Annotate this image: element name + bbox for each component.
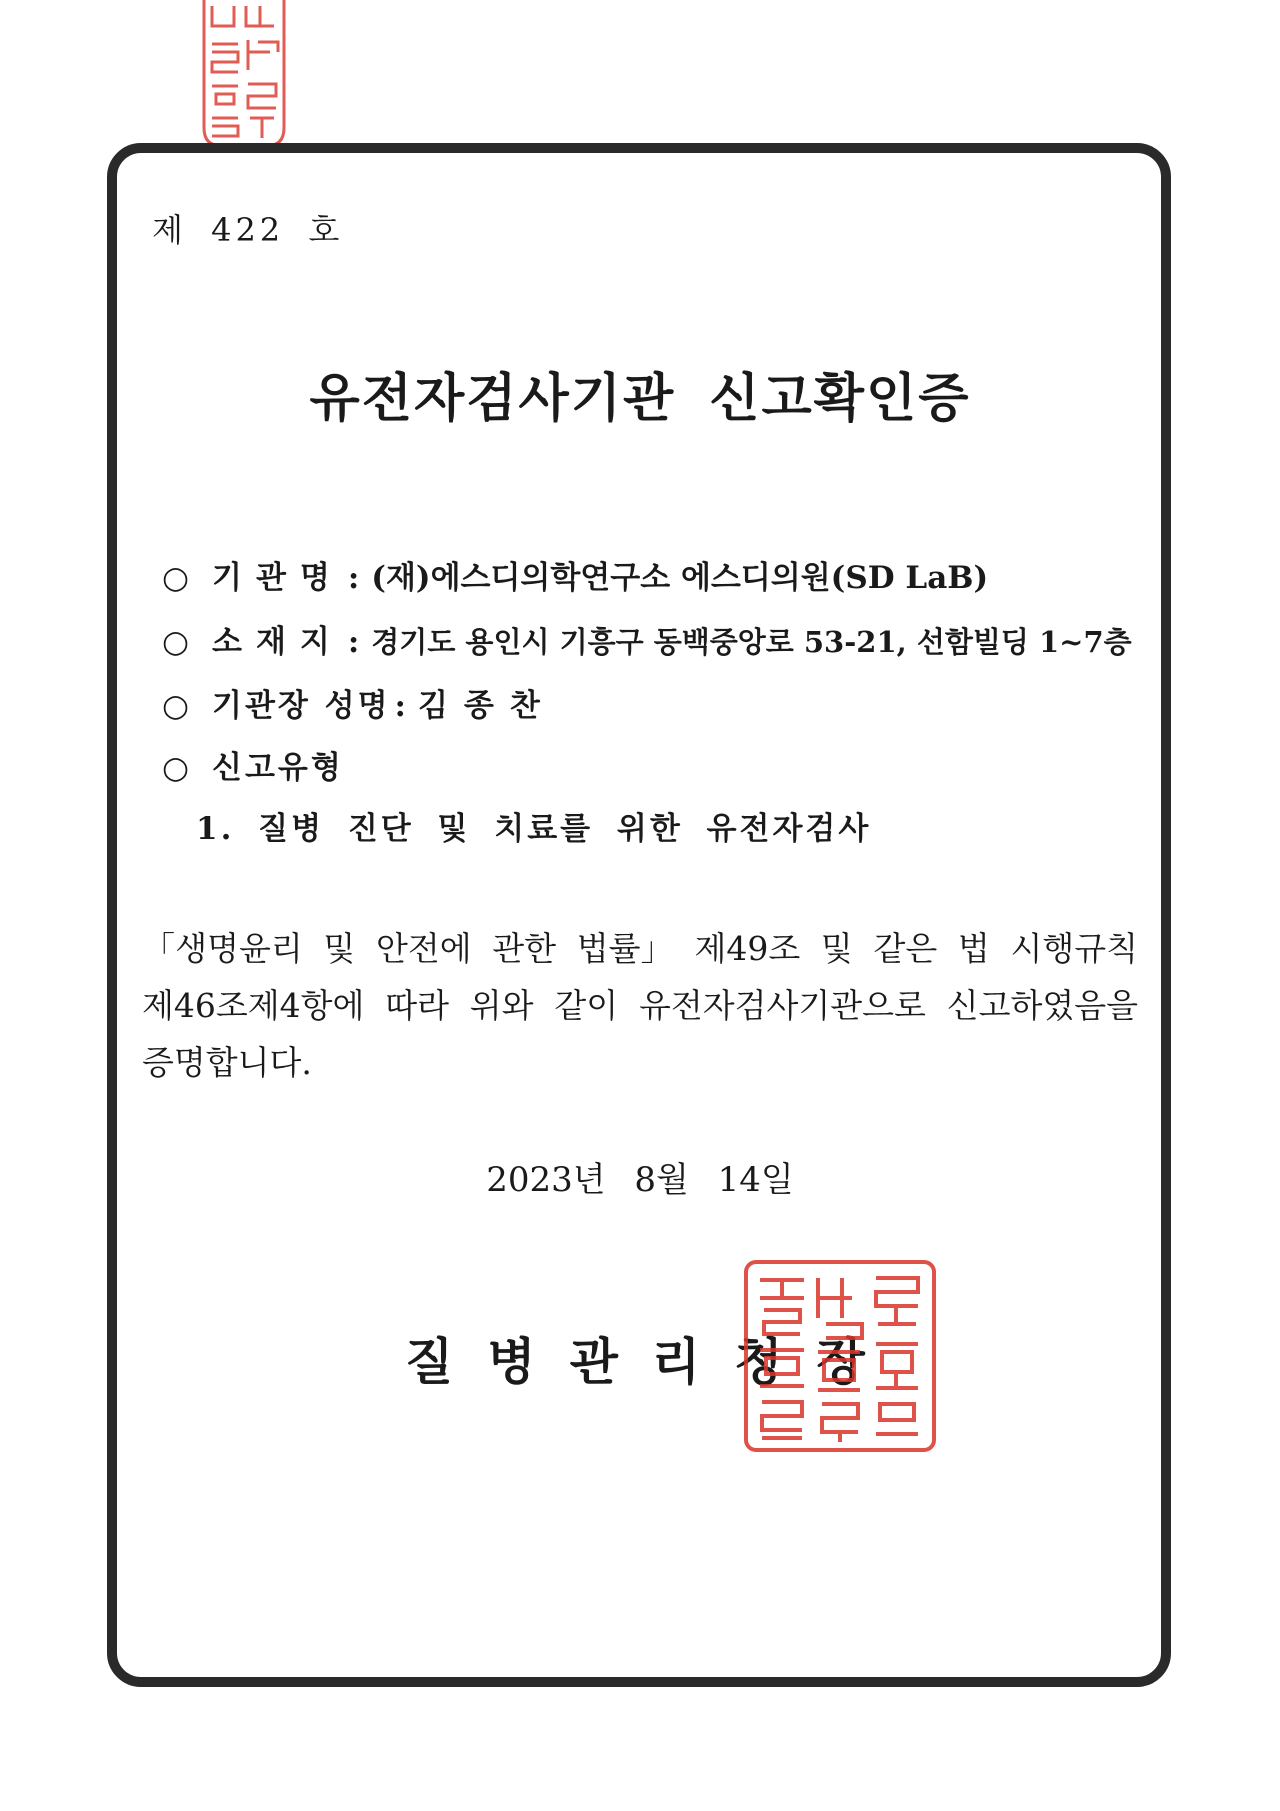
field-label: 기관명	[212, 560, 344, 596]
field-address	[162, 616, 1132, 661]
field-value: 경기도 용인시 기흥구 동백중앙로 53-21, 선함빌딩 1~7층	[371, 625, 1132, 659]
field-label: 기관장 성명	[212, 688, 391, 724]
issuer-title: 질병관리청장	[405, 1332, 899, 1391]
field-separator: :	[394, 688, 406, 724]
bullet-icon: ○	[162, 750, 190, 786]
field-label: 소재지	[212, 624, 344, 660]
bullet-icon: ○	[162, 560, 190, 596]
field-separator: :	[347, 624, 360, 660]
top-seal-stamp	[198, 0, 290, 150]
field-label: 신고유형	[212, 750, 344, 786]
field-report-type	[162, 742, 344, 787]
official-seal-stamp	[742, 1258, 938, 1454]
document-title: 유전자검사기관 신고확인증	[309, 368, 971, 429]
field-head-name	[162, 680, 556, 725]
certificate-number: 제 422 호	[152, 211, 344, 249]
bullet-icon: ○	[162, 624, 190, 660]
certification-statement: 「생명윤리 및 안전에 관한 법률」 제49조 및 같은 법 시행규칙 제46조제4항에 따라 위와 같이 유전자검사기관으로 신고하였음을 증명합니다.	[142, 929, 1138, 1082]
field-value: 김종찬	[417, 688, 556, 724]
field-separator: :	[347, 560, 360, 596]
field-institution-name	[162, 552, 988, 597]
issue-date: 2023년 8월 14일	[486, 1160, 794, 1200]
report-type-item: 1. 질병 진단 및 치료를 위한 유전자검사	[196, 811, 872, 847]
field-value: (재)에스디의학연구소 에스디의원(SD LaB)	[371, 560, 989, 596]
bullet-icon: ○	[162, 688, 190, 724]
